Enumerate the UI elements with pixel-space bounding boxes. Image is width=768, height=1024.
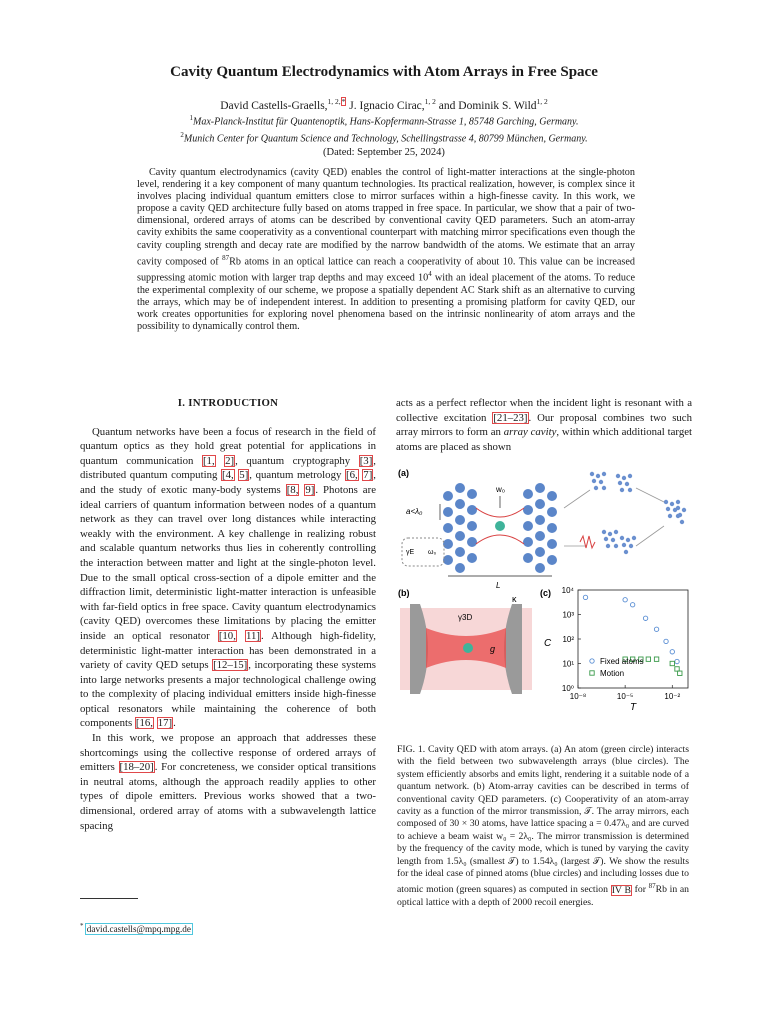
footnote — [80, 922, 192, 934]
motion-point — [654, 657, 658, 661]
footnote-rule — [80, 898, 138, 899]
legend-label: Fixed atoms — [600, 657, 644, 666]
motion-point — [670, 661, 674, 665]
cavity-mode-top — [476, 508, 524, 517]
text: acts as a perfect reflector when the incident light is resonant with a collective excitation — [396, 397, 692, 424]
network-nodes — [590, 472, 686, 554]
paper-title: Cavity Quantum Electrodynamics with Atom Arrays in Free Space — [170, 64, 598, 80]
inset-gamma-label: γE — [406, 549, 415, 556]
citation-link[interactable]: [4, — [221, 469, 234, 482]
citation-link[interactable]: 5] — [239, 469, 249, 482]
caption-text: FIG. 1. Cavity QED with atom arrays. (a) An atom (green circle) interacts with the field between two subwavelength arrays (blue circles). The system efficiently absorbs and emits light, rendering it a suitable node of a quantum network. (b) Atom-array cavities can be described in terms of conventional cavity QED parameters. (c) Cooperativity of an atom-array cavity as a function of the mirror transmission, 𝒯. The array mirrors, each composed of 30 × 30 atoms, have lattice spacing a = 0.47λ₀ and are curved to achieve a beam waist w₀ = 2λ₀. The mirror transmission is determined by the frequency of the cavity mode, which is tuned by varying the cavity length from 1.5λ₀ (smallest 𝒯) to 1.54λ₀ (largest 𝒯). We show the results for the ideal case of pinned atoms (blue circles) and including losses due to atomic motion (green squares) as computed in section — [397, 744, 689, 896]
spacing-label: a<λ₀ — [406, 507, 423, 516]
y-tick-label: 10² — [562, 635, 574, 644]
b-gamma-label: γ3D — [458, 613, 473, 622]
y-tick-label: 10⁴ — [561, 586, 574, 595]
author-3: and Dominik S. Wild — [438, 99, 537, 112]
author-3-affil: 1, 2 — [536, 97, 548, 106]
emphasis-text: array cavity — [503, 426, 557, 439]
x-axis-label: T — [630, 702, 637, 713]
date-line: (Dated: September 25, 2024) — [323, 147, 445, 158]
citation-link[interactable]: 2] — [225, 454, 235, 467]
text: , and the study of exotic many-body systems — [80, 469, 376, 496]
author-2-affil: 1, 2 — [424, 97, 436, 106]
motion-point — [678, 671, 682, 675]
figure-caption — [397, 744, 689, 910]
array-mirror-left — [443, 483, 477, 573]
text: , within which additional target atoms are placed as shown — [396, 426, 693, 453]
array-mirror-right — [523, 483, 557, 573]
citation-link[interactable]: [6, — [345, 469, 358, 482]
citation-link[interactable]: [16, — [135, 717, 153, 730]
author-list — [0, 97, 768, 112]
panel-a-label: (a) — [398, 468, 409, 478]
length-label: L — [496, 581, 501, 590]
b-g-label: g — [490, 644, 496, 654]
email-link[interactable]: david.castells@mpq.mpg.de — [86, 924, 191, 935]
text: . — [173, 717, 176, 730]
citation-link[interactable]: 7] — [363, 469, 373, 482]
text: Quantum networks have been a focus of research in the field of quantum optics as they hold great potential for applications in quantum communication — [80, 425, 376, 467]
fixed-atoms-point — [654, 627, 658, 631]
section-heading-introduction: I. INTRODUCTION — [177, 397, 279, 409]
legend-marker-fixed-atoms — [590, 659, 594, 663]
text: , quantum cryptography — [235, 454, 359, 467]
cavity-mode-bottom — [476, 535, 524, 544]
citation-link[interactable]: 9] — [305, 483, 315, 496]
affiliation-2 — [0, 131, 768, 144]
x-tick-label: 10⁻² — [664, 692, 681, 701]
fixed-atoms-point — [664, 639, 668, 643]
abstract-part: Cavity quantum electrodynamics (cavity QED) enables the control of light-matter interactions at the single-photon level, rendering it a key component of many quantum technologies. Its practical realization, however, is complex since it involves placing individual quantum emitters close to mirror surfaces within a high-finesse cavity. In this work, we propose a cavity QED architecture fully based on atoms trapped in free space. In particular, we show that a pair of two-dimensional, ordered arrays of atoms can be described by conventional cavity QED parameters. Such an atom-array cavity exhibits the same cooperativity as a conventional counterpart with matching mirror specifications even though the cavity coupling strength and decay rate are modified by the narrow bandwidth of the atoms. We estimate that an array cavity composed of — [137, 167, 635, 268]
target-atom — [495, 521, 505, 531]
caption-text: for — [631, 884, 649, 896]
abstract — [137, 167, 635, 333]
text: , quantum metrology — [249, 469, 345, 482]
intro-paragraph-1 — [80, 425, 376, 731]
affiliation-2-text: Munich Center for Quantum Science and Technology, Schellingstrasse 4, 80799 München, Germany. — [183, 133, 588, 145]
text: . Photons are ideal carriers of quantum information between nodes of a quantum network as they can travel over long distances while interacting weakly with the environment. A key challenge in realizing robust and scalable quantum networks thus lies in coherently controlling the interaction between matter and light at the single-photon level. Due to the small optical cross-section of a dipole emitter and the diffraction limit, deterministic light-matter interaction is unfeasible with far-field optics in free space. Cavity quantum electrodynamics (cavity QED) overcomes these limitations by placing the emitter inside an optical resonator — [80, 483, 376, 642]
citation-link[interactable]: 17] — [157, 717, 173, 730]
cooperativity-chart — [544, 586, 688, 713]
author-1-affil: 1, 2, — [327, 97, 341, 106]
abstract-part: with an ideal placement of the atoms. To reduce the experimental complexity of our scheme, we propose a spatially dependent AC Stark shift as an alternative to curving the arrays, which may be of independent interest. In addition to presenting a promising platform for cavity QED, our work creates opportunities for exploring novel phenomena based on the intrinsic nonlinearity of atom arrays and the possibility to dynamically control them. — [137, 272, 635, 332]
author-1: David Castells-Graells, — [220, 99, 328, 112]
inset-omega-label: ω₀ — [428, 549, 437, 556]
citation-link[interactable]: [18–20] — [119, 761, 154, 774]
citation-link[interactable]: [3] — [359, 454, 373, 467]
footnote-mark: * — [80, 922, 84, 930]
affiliation-1 — [0, 114, 768, 127]
left-column — [80, 396, 376, 833]
text: . Although high-fidelity, deterministic light-matter interaction has been demonstrated in a variety of cavity QED setups — [80, 629, 376, 672]
right-paragraph — [396, 396, 692, 454]
text: , incorporating these systems into large networks presents a major technological challenge owing to the complexity of placing individual emitters inside high-finesse optical resonators while maintaining the coherence of both components — [80, 659, 377, 730]
fixed-atoms-point — [630, 603, 634, 607]
intro-paragraph-2 — [80, 731, 376, 833]
motion-point — [675, 667, 679, 671]
citation-link[interactable]: [12–15] — [213, 659, 248, 672]
fixed-atoms-point — [623, 598, 627, 602]
fixed-atoms-point — [675, 659, 679, 663]
network-links — [564, 488, 664, 546]
y-tick-label: 10⁰ — [561, 684, 574, 693]
motion-point — [646, 657, 650, 661]
fixed-atoms-point — [670, 650, 674, 654]
panel-c-label: (c) — [540, 588, 551, 598]
waist-label: w₀ — [496, 485, 506, 494]
y-tick-label: 10³ — [562, 610, 574, 620]
x-tick-label: 10⁻⁵ — [616, 692, 634, 701]
isotope-superscript: 87 — [222, 253, 230, 262]
citation-link[interactable]: [21–23] — [493, 411, 528, 424]
legend-label: Motion — [600, 669, 625, 678]
isotope-superscript: 87 — [648, 882, 656, 891]
exponent-superscript: 4 — [428, 270, 432, 279]
right-column-top — [396, 396, 692, 454]
fixed-atoms-point — [643, 616, 647, 620]
author-2: J. Ignacio Cirac, — [349, 99, 425, 112]
text: . Our proposal combines two such array mirrors to form an — [396, 411, 692, 439]
section-reference-link[interactable]: IV B — [611, 884, 631, 896]
text: , distributed quantum computing — [80, 454, 376, 482]
affiliation-1-text: Max-Planck-Institut für Quantenoptik, Hans-Kopfermann-Strasse 1, 85748 Garching, Germany. — [193, 116, 579, 128]
figure-1-graphic — [396, 468, 692, 736]
figure-1 — [396, 468, 692, 736]
affiliation-2-number: 2 — [180, 131, 184, 139]
panel-b-label: (b) — [398, 588, 410, 598]
abstract-part: Rb atoms in an optical lattice can reach a cooperativity of about 10. This value can be increased suppressing atomic motion with larger trap depths and may exceed 10 — [137, 256, 636, 284]
cavity-atom — [463, 643, 473, 653]
text: In this work, we propose an approach that addresses these shortcomings using the collective response of ordered arrays of emitters — [80, 732, 376, 774]
corresponding-author-link[interactable]: * — [341, 97, 346, 106]
b-kappa-label: κ — [512, 594, 517, 604]
legend-marker-motion — [590, 671, 594, 675]
citation-link[interactable]: 11] — [245, 629, 260, 642]
y-tick-label: 10¹ — [562, 659, 574, 669]
text: . For concreteness, we consider optical transitions in neutral atoms, although the approach readily applies to other types of dipole emitters. Previous works showed that a two-dimensional, ordered array of atoms with a subwavelength lattice spacing — [80, 761, 377, 832]
y-axis-label: C — [544, 638, 552, 649]
citation-link[interactable]: [1, — [202, 454, 215, 467]
citation-link[interactable]: [10, — [218, 629, 236, 642]
caption-text: Rb in an optical lattice with a depth of 2000 recoil energies. — [397, 884, 690, 909]
x-tick-label: 10⁻⁸ — [569, 692, 587, 701]
fixed-atoms-point — [583, 595, 587, 599]
affiliation-1-number: 1 — [189, 114, 194, 122]
citation-link[interactable]: [8, — [286, 483, 299, 496]
